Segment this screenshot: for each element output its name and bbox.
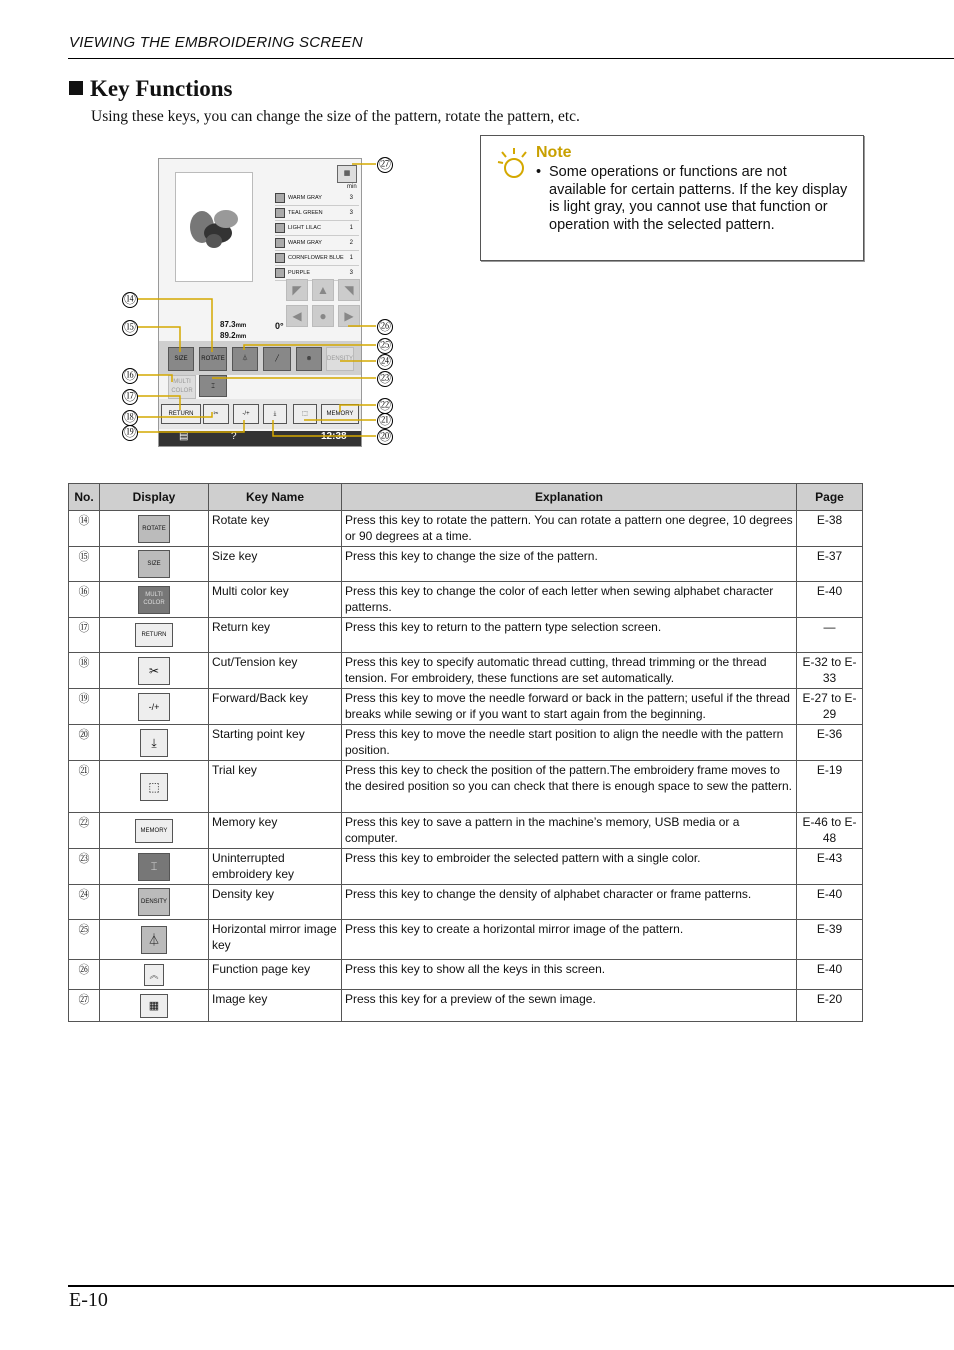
return-key[interactable]: RETURN bbox=[161, 404, 201, 424]
arrow-up-icon[interactable]: ▲ bbox=[312, 279, 334, 301]
running-head: VIEWING THE EMBROIDERING SCREEN bbox=[69, 34, 363, 51]
size-key[interactable]: SIZE bbox=[168, 347, 194, 371]
table-row: ㉕ ⏃ Horizontal mirror image key Press this key to create a horizontal mirror image of the pattern. E-39 bbox=[69, 920, 863, 960]
note-text bbox=[536, 164, 848, 234]
thread-list bbox=[275, 191, 359, 281]
multi-color-key-icon: MULTI COLOR bbox=[138, 586, 170, 614]
table-row: ⑳ ⤓ Starting point key Press this key to move the needle start position to align the needle with the pattern position. E-36 bbox=[69, 725, 863, 761]
table-row: ⑭ ROTATE Rotate key Press this key to rotate the pattern. You can rotate a pattern one degree, 10 degrees or 90 degrees at a time. E-38 bbox=[69, 511, 863, 547]
callout-25: ㉕ bbox=[378, 338, 391, 352]
section-title-text: Key Functions bbox=[90, 76, 233, 101]
note-title: Note bbox=[536, 144, 572, 161]
key-functions-table bbox=[68, 483, 863, 1022]
starting-point-icon: ⤓ bbox=[140, 729, 168, 757]
table-row: ㉖ ︽ Function page key Press this key to show all the keys in this screen. E-40 bbox=[69, 960, 863, 990]
table-row: ⑲ -/+ Forward/Back key Press this key to move the needle forward or back in the pattern; useful if the thread breaks while sewing or if you want to start again from the beginning. E-27 to E-29 bbox=[69, 689, 863, 725]
callout-27: ㉗ bbox=[378, 157, 391, 171]
thread-key[interactable]: ⊗ bbox=[296, 347, 322, 371]
page-number: E-10 bbox=[69, 1289, 108, 1311]
density-key-icon: DENSITY bbox=[138, 888, 170, 916]
table-row: ㉒ MEMORY Memory key Press this key to save a pattern in the machine’s memory, USB media or a computer. E-46 to E-48 bbox=[69, 813, 863, 849]
key-row-1 bbox=[159, 341, 361, 375]
thread-item: WARM GRAY 3 bbox=[275, 191, 359, 206]
angle-readout: 0° bbox=[275, 321, 284, 331]
lightbulb-icon bbox=[497, 146, 527, 182]
uninterrupted-embroidery-icon: ⌶ bbox=[138, 853, 170, 881]
callout-22: ㉒ bbox=[378, 398, 391, 412]
callout-15: ⑮ bbox=[123, 320, 136, 334]
rotate-key-icon: ROTATE bbox=[138, 515, 170, 543]
arrow-left-icon[interactable]: ◀ bbox=[286, 305, 308, 327]
scissors-icon: ✂ bbox=[138, 657, 170, 685]
callout-21: ㉑ bbox=[378, 413, 391, 427]
mirror-icon: ⏃ bbox=[141, 926, 167, 954]
trial-key[interactable]: ⬚ bbox=[293, 404, 317, 424]
forward-back-key[interactable]: -/+ bbox=[233, 404, 259, 424]
embroidering-screen-illustration bbox=[158, 158, 362, 447]
table-header-row bbox=[69, 484, 863, 511]
callout-19: ⑲ bbox=[123, 425, 136, 439]
table-row: ㉓ ⌶ Uninterrupted embroidery key Press this key to embroider the selected pattern with a single color. E-43 bbox=[69, 849, 863, 885]
table-row: ⑯ MULTI COLOR Multi color key Press this key to change the color of each letter when sewing alphabet character patterns. E-40 bbox=[69, 582, 863, 618]
size-key-icon: SIZE bbox=[138, 550, 170, 578]
cut-tension-key[interactable]: ✂ bbox=[203, 404, 229, 424]
callout-23: ㉓ bbox=[378, 371, 391, 385]
callout-20: ⑳ bbox=[378, 429, 391, 443]
trial-frame-icon: ⬚ bbox=[140, 773, 168, 801]
center-icon[interactable]: ● bbox=[312, 305, 334, 327]
thread-item: WARM GRAY 2 bbox=[275, 236, 359, 251]
list-icon[interactable]: ▤ bbox=[179, 431, 189, 442]
col-explanation: Explanation bbox=[342, 484, 797, 511]
thread-item: PURPLE 3 bbox=[275, 266, 359, 281]
image-preview-icon: ▦ bbox=[140, 994, 168, 1018]
square-bullet-icon bbox=[69, 81, 83, 95]
col-no: No. bbox=[69, 484, 100, 511]
arrow-up-left-icon[interactable]: ◤ bbox=[286, 279, 308, 301]
pattern-preview bbox=[175, 172, 253, 282]
density-key[interactable]: DENSITY bbox=[326, 347, 354, 371]
mirror-key[interactable]: ⏃ bbox=[232, 347, 258, 371]
edit-key[interactable]: ╱ bbox=[263, 347, 291, 371]
note-body: Some operations or functions are not available for certain patterns. If the key display is light gray, you cannot use that function or operation with the selected pattern. bbox=[549, 164, 848, 233]
help-icon[interactable]: ? bbox=[231, 431, 237, 442]
size-readout: 87.3mm 89.2mm bbox=[220, 320, 247, 340]
callout-18: ⑱ bbox=[123, 410, 136, 424]
thread-item: LIGHT LILAC 1 bbox=[275, 221, 359, 236]
footer-rule bbox=[68, 1285, 954, 1287]
memory-key-icon: MEMORY bbox=[135, 819, 173, 843]
key-row-2 bbox=[159, 399, 361, 429]
arrow-up-right-icon[interactable]: ◥ bbox=[338, 279, 360, 301]
callout-14: ⑭ bbox=[123, 292, 136, 306]
col-key-name: Key Name bbox=[209, 484, 342, 511]
table-row: ⑰ RETURN Return key Press this key to return to the pattern type selection screen. — bbox=[69, 618, 863, 653]
header-rule bbox=[68, 58, 954, 59]
multi-color-key[interactable]: MULTI COLOR bbox=[168, 375, 196, 399]
memory-key[interactable]: MEMORY bbox=[321, 404, 359, 424]
rotate-key[interactable]: ROTATE bbox=[199, 347, 227, 371]
thread-item: TEAL GREEN 3 bbox=[275, 206, 359, 221]
starting-point-key[interactable]: ⤓ bbox=[263, 404, 287, 424]
table-row: ㉔ DENSITY Density key Press this key to change the density of alphabet character or frame patterns. E-40 bbox=[69, 885, 863, 920]
arrow-right-icon[interactable]: ▶ bbox=[338, 305, 360, 327]
table-row: ㉗ ▦ Image key Press this key for a preview of the sewn image. E-20 bbox=[69, 990, 863, 1022]
clock: 12:38 bbox=[321, 431, 347, 442]
bottom-bar bbox=[159, 431, 361, 446]
section-title bbox=[69, 76, 232, 102]
callout-26: ㉖ bbox=[378, 319, 391, 333]
callout-17: ⑰ bbox=[123, 389, 136, 403]
callout-16: ⑯ bbox=[123, 368, 136, 382]
chevron-up-icon: ︽ bbox=[144, 964, 164, 986]
forward-back-icon: -/+ bbox=[138, 693, 170, 721]
return-key-icon: RETURN bbox=[135, 623, 173, 647]
uninterrupted-key[interactable]: ⌶ bbox=[199, 375, 227, 397]
col-display: Display bbox=[100, 484, 209, 511]
thread-item: CORNFLOWER BLUE 1 bbox=[275, 251, 359, 266]
image-key-button[interactable]: ▦ bbox=[337, 165, 357, 183]
col-page: Page bbox=[797, 484, 863, 511]
note-box bbox=[480, 135, 864, 261]
table-row: ⑱ ✂ Cut/Tension key Press this key to specify automatic thread cutting, thread trimming or the thread tension. For embroidery, these functions are set automatically. E-32 to E-33 bbox=[69, 653, 863, 689]
table-row: ⑮ SIZE Size key Press this key to change the size of the pattern. E-37 bbox=[69, 547, 863, 582]
butterfly-pattern-icon bbox=[188, 203, 240, 253]
table-row: ㉑ ⬚ Trial key Press this key to check the position of the pattern.The embroidery frame moves to the desired position so you can check that there is enough space to sew the pattern. E-19 bbox=[69, 761, 863, 813]
intro-text: Using these keys, you can change the size of the pattern, rotate the pattern, etc. bbox=[91, 108, 580, 125]
bullet: • bbox=[536, 164, 542, 180]
callout-24: ㉔ bbox=[378, 354, 391, 368]
min-label: min bbox=[347, 184, 357, 190]
